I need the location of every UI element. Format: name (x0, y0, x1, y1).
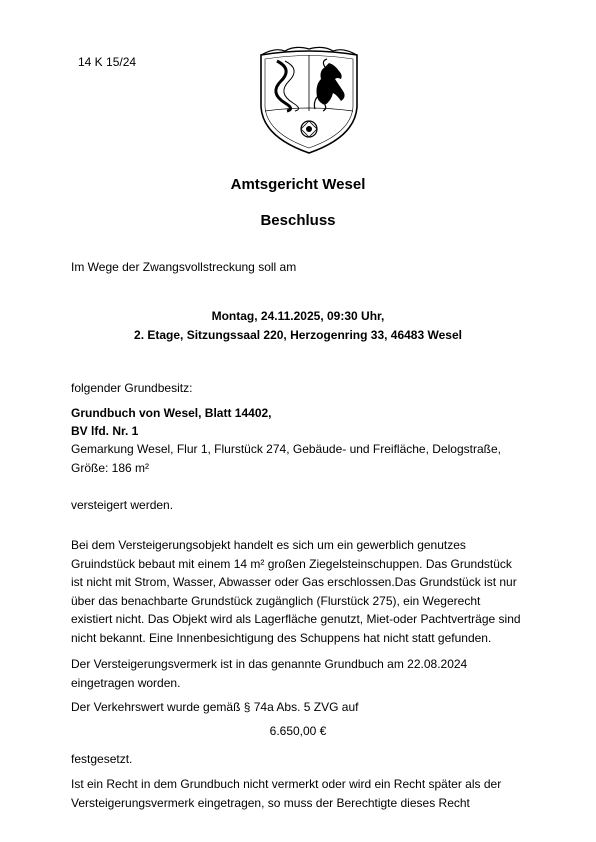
object-description-line: nicht bekannt. Eine Innenbesichtigung des Schuppens hat nicht statt gefunden. (71, 630, 492, 645)
property-description: Gemarkung Wesel, Flur 1, Flurstück 274, Gebäude- und Freifläche, Delogstraße, (71, 442, 501, 456)
valuation-amount: 6.650,00 € (269, 724, 327, 738)
object-description-line: Bei dem Versteigerungsobjekt handelt es sich um ein gewerblich genutzes (71, 538, 466, 552)
registration-line: Der Versteigerungsvermerk ist in das genannte Grundbuch am 22.08.2024 (71, 657, 468, 671)
closing-line: Versteigerungsvermerk eingetragen, so muss der Berechtigte dieses Recht (71, 795, 470, 810)
registration-note (71, 655, 531, 692)
property-register: Grundbuch von Wesel, Blatt 14402, (71, 406, 272, 420)
valuation-outro: festgesetzt. (71, 752, 133, 766)
intro-text: Im Wege der Zwangsvollstreckung soll am (71, 260, 297, 274)
coat-of-arms-icon (255, 45, 363, 157)
case-number: 14 K 15/24 (78, 55, 137, 69)
object-description-line: Gruindstück bebaut mit einem 14 m² großen Ziegelsteinschuppen. Das Grundstück (71, 556, 512, 571)
property-bv-number: BV lfd. Nr. 1 (71, 424, 139, 438)
appointment-location: 2. Etage, Sitzungssaal 220, Herzogenring 33, 46483 Wesel (134, 328, 462, 342)
registration-line: eingetragen worden. (71, 675, 181, 690)
auction-phrase: versteigert werden. (71, 498, 174, 512)
property-size: Größe: 186 m² (71, 461, 150, 475)
court-name: Amtsgericht Wesel (230, 176, 366, 193)
object-description-line: über das benachbarte Grundstück zugänglich (Flurstück 275), ein Wegerecht (71, 593, 481, 608)
closing-paragraph (71, 775, 531, 812)
object-description-line: ist nicht mit Strom, Wasser, Abwasser oder Gas erschlossen.Das Grundstück ist nur (71, 575, 517, 590)
object-description-line: existiert nicht. Das Objekt wird als Lagerfläche genutzt, Miet-oder Pachtverträge sind (71, 612, 521, 627)
appointment-date-time: Montag, 24.11.2025, 09:30 Uhr, (211, 309, 385, 323)
property-intro: folgender Grundbesitz: (71, 381, 193, 395)
object-description (71, 536, 531, 648)
closing-line: Ist ein Recht in dem Grundbuch nicht vermerkt oder wird ein Recht später als der (71, 777, 502, 791)
document-type: Beschluss (260, 212, 336, 229)
valuation-intro: Der Verkehrswert wurde gemäß § 74a Abs. 5 ZVG auf (71, 700, 359, 714)
